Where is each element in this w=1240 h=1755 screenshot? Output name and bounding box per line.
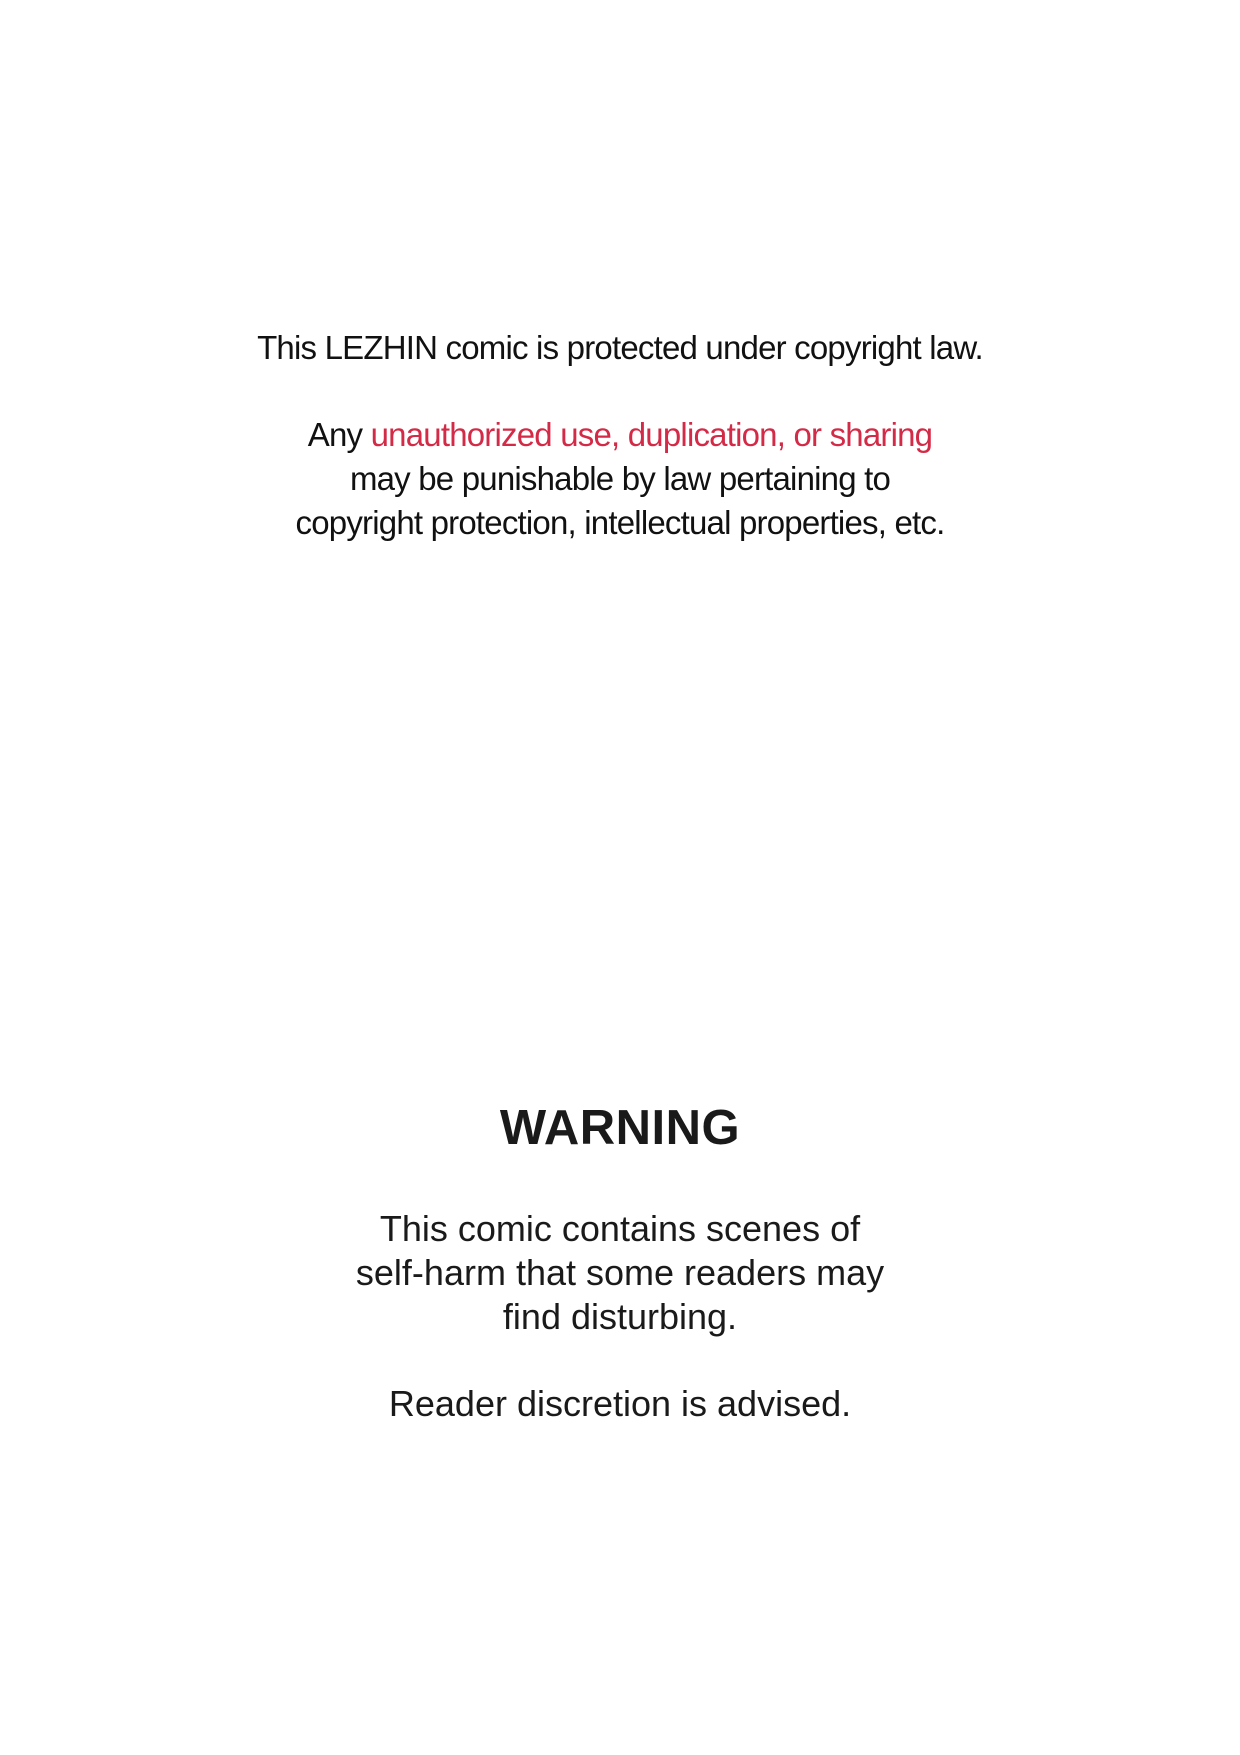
- copyright-body-prefix: Any: [307, 416, 371, 453]
- warning-text: [0, 1207, 1240, 1339]
- copyright-notice: [0, 326, 1240, 545]
- copyright-body-line-3: copyright protection, intellectual properties, etc.: [295, 504, 945, 541]
- copyright-body-line-2: may be punishable by law pertaining to: [349, 460, 891, 497]
- copyright-title: This LEZHIN comic is protected under copyright law.: [257, 329, 983, 366]
- copyright-highlight: unauthorized use, duplication, or sharing: [370, 416, 933, 453]
- discretion-advice: Reader discretion is advised.: [388, 1383, 852, 1424]
- copyright-body-line-1: [0, 413, 1240, 457]
- warning-line-1: This comic contains scenes of: [379, 1208, 861, 1249]
- content-warning: [0, 1098, 1240, 1426]
- warning-title: WARNING: [499, 1101, 741, 1155]
- copyright-body: [0, 413, 1240, 545]
- warning-line-2: self-harm that some readers may: [355, 1252, 885, 1293]
- warning-line-3: find disturbing.: [502, 1296, 738, 1337]
